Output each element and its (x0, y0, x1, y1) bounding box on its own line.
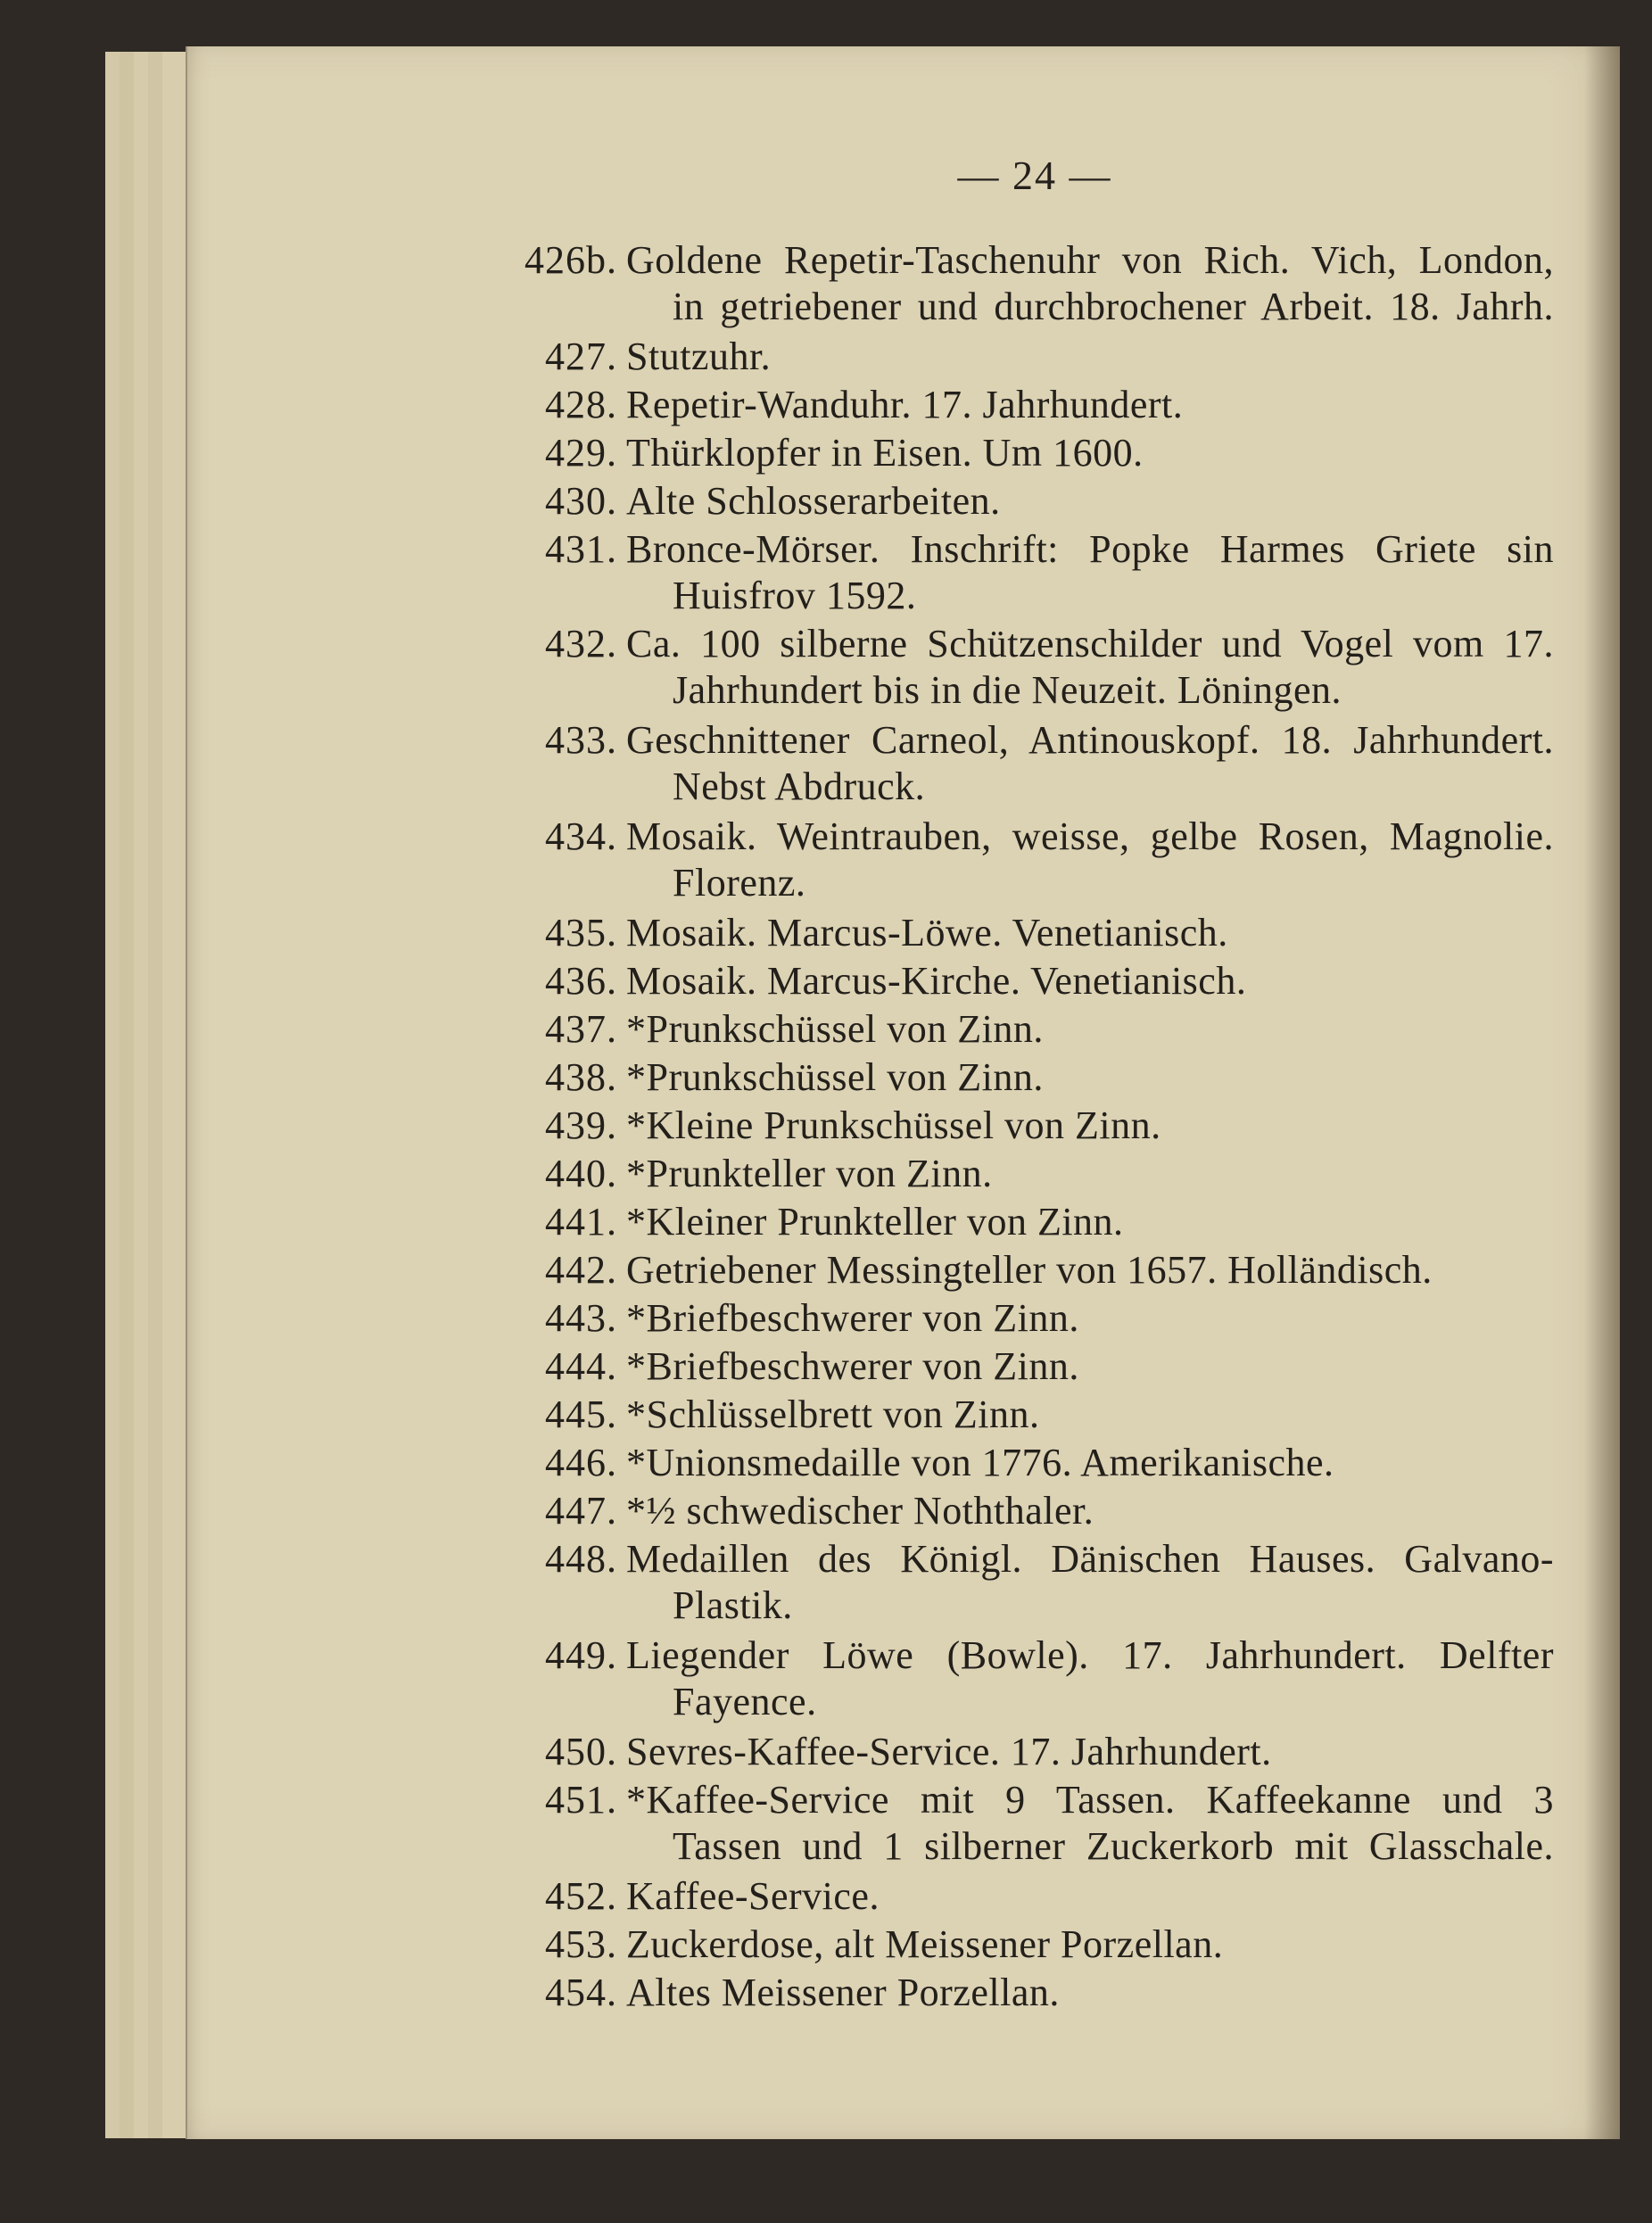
entry-number: 427. (545, 335, 617, 378)
entry-continuation: Plastik. (673, 1583, 793, 1627)
entry-number: 432. (545, 622, 617, 665)
entry-text: Zuckerdose, alt Meissener Porzellan. (626, 1922, 1224, 1966)
entry-number: 430. (545, 479, 617, 523)
entry-text: Stutzuhr. (626, 335, 772, 378)
entry-number: 437. (545, 1007, 617, 1051)
book-page (186, 46, 1620, 2139)
entry-text: Alte Schlosserarbeiten. (626, 479, 1001, 523)
entry-continuation: in getriebener und durchbrochener Arbeit. 18. Jahrh. (673, 285, 1554, 328)
entry-text: *Prunkschüssel von Zinn. (626, 1055, 1044, 1099)
entry-text: Sevres-Kaffee-Service. 17. Jahrhundert. (626, 1730, 1272, 1773)
entry-continuation: Fayence. (673, 1680, 817, 1723)
entry-number: 441. (545, 1200, 617, 1244)
entry-text: Mosaik. Marcus-Kirche. Venetianisch. (626, 959, 1247, 1003)
entry-continuation: Tassen und 1 silberner Zuckerkorb mit Glasschale. (673, 1824, 1554, 1868)
entry-number: 439. (545, 1103, 617, 1147)
entry-text: Ca. 100 silberne Schützenschilder und Vogel vom 17. (626, 622, 1554, 665)
entry-number: 450. (545, 1730, 617, 1773)
entry-text: Bronce-Mörser. Inschrift: Popke Harmes Griete sin (626, 527, 1554, 571)
entry-text: *Kleiner Prunkteller von Zinn. (626, 1200, 1124, 1244)
entry-number: 445. (545, 1392, 617, 1436)
entry-number: 428. (545, 383, 617, 426)
entry-number: 443. (545, 1296, 617, 1340)
entry-number: 440. (545, 1152, 617, 1195)
page-gutter (1584, 46, 1620, 2139)
entry-number: 444. (545, 1344, 617, 1388)
entry-number: 451. (545, 1778, 617, 1822)
entry-text: Goldene Repetir-Taschenuhr von Rich. Vich, London, (626, 238, 1554, 282)
entry-text: *Unionsmedaille von 1776. Amerikanische. (626, 1441, 1334, 1484)
entry-text: Altes Meissener Porzellan. (626, 1971, 1060, 2014)
entry-number: 448. (545, 1537, 617, 1581)
entry-text: Geschnittener Carneol, Antinouskopf. 18. Jahrhundert. (626, 718, 1554, 762)
entry-number: 426b. (525, 238, 617, 282)
entry-text: Liegender Löwe (Bowle). 17. Jahrhundert. Delfter (626, 1633, 1554, 1677)
entry-text: *Kleine Prunkschüssel von Zinn. (626, 1103, 1161, 1147)
entry-text: Kaffee-Service. (626, 1874, 880, 1918)
entry-number: 436. (545, 959, 617, 1003)
entry-text: Mosaik. Marcus-Löwe. Venetianisch. (626, 911, 1228, 954)
entry-number: 435. (545, 911, 617, 954)
entry-text: Mosaik. Weintrauben, weisse, gelbe Rosen, Magnolie. (626, 814, 1554, 858)
entry-number: 446. (545, 1441, 617, 1484)
page-number: — 24 — (957, 153, 1112, 198)
entry-text: Thürklopfer in Eisen. Um 1600. (626, 431, 1144, 475)
entry-text: *½ schwedischer Noththaler. (626, 1489, 1094, 1533)
entry-number: 442. (545, 1248, 617, 1292)
entry-text: Getriebener Messingteller von 1657. Holländisch. (626, 1248, 1433, 1292)
entry-text: *Prunkschüssel von Zinn. (626, 1007, 1044, 1051)
entry-number: 453. (545, 1922, 617, 1966)
entry-continuation: Jahrhundert bis in die Neuzeit. Löningen. (673, 668, 1342, 712)
entry-text: Medaillen des Königl. Dänischen Hauses. Galvano- (626, 1537, 1554, 1581)
entry-text: *Briefbeschwerer von Zinn. (626, 1344, 1079, 1388)
entry-number: 431. (545, 527, 617, 571)
entry-text: *Prunkteller von Zinn. (626, 1152, 993, 1195)
entry-continuation: Florenz. (673, 861, 806, 905)
entry-number: 433. (545, 718, 617, 762)
entry-text: Repetir-Wanduhr. 17. Jahrhundert. (626, 383, 1184, 426)
entry-continuation: Nebst Abdruck. (673, 764, 926, 808)
entry-number: 454. (545, 1971, 617, 2014)
entry-text: *Kaffee-Service mit 9 Tassen. Kaffeekanne und 3 (626, 1778, 1554, 1822)
entry-number: 429. (545, 431, 617, 475)
entry-text: *Briefbeschwerer von Zinn. (626, 1296, 1079, 1340)
entry-number: 434. (545, 814, 617, 858)
entry-number: 449. (545, 1633, 617, 1677)
entry-continuation: Huisfrov 1592. (673, 574, 917, 617)
entry-number: 447. (545, 1489, 617, 1533)
entry-text: *Schlüsselbrett von Zinn. (626, 1392, 1040, 1436)
entry-number: 438. (545, 1055, 617, 1099)
entry-number: 452. (545, 1874, 617, 1918)
